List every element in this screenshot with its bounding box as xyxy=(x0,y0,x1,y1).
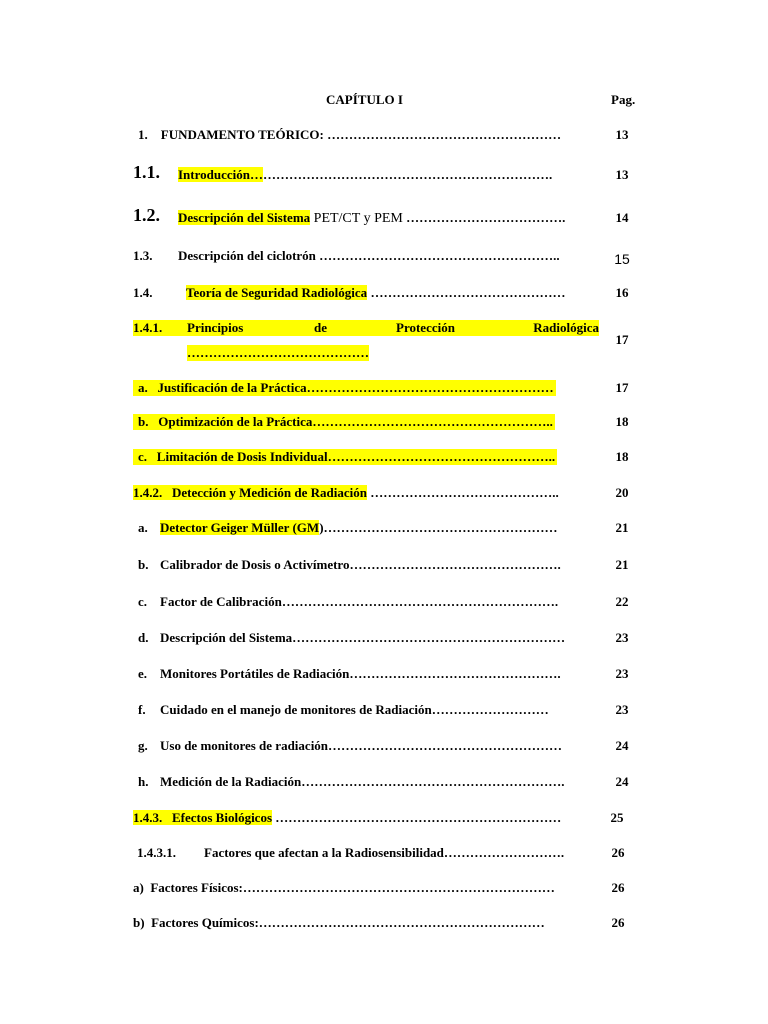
entry-number: 1.3. xyxy=(133,248,153,263)
entry-title: Introducción… xyxy=(178,167,263,182)
leader-dots: ……………………………………………………………… xyxy=(242,880,555,895)
leader-dots: ……………………………………………….. xyxy=(315,248,560,263)
toc-entry-c-limitacion[interactable] xyxy=(133,449,557,465)
entry-title: Uso de monitores de radiación xyxy=(160,738,329,753)
entry-title: Factores Físicos: xyxy=(150,880,243,895)
entry-title: Justificación de la Práctica xyxy=(157,380,307,395)
leader-dots: …………………………………………….. xyxy=(327,449,556,464)
page-number: 14 xyxy=(615,210,629,225)
entry-number: 1. xyxy=(138,127,148,142)
entry-number: a) xyxy=(133,880,144,895)
entry-title-word: de xyxy=(314,320,327,335)
entry-number: 1.4. xyxy=(133,285,153,300)
entry-title-word: Radiológica xyxy=(533,320,599,335)
entry-title: Factores que afectan a la Radiosensibilidad xyxy=(204,845,444,860)
page-number: 15 xyxy=(614,251,630,267)
entry-number: d. xyxy=(138,630,149,645)
leader-dots: ……………………………………………… xyxy=(323,520,558,535)
toc-entry-1[interactable] xyxy=(138,127,561,143)
toc-entry-g-uso[interactable] xyxy=(160,738,562,754)
leader-dots: ……………………………………………… xyxy=(328,738,563,753)
entry-number: 1.4.3. xyxy=(133,810,163,825)
entry-number: h. xyxy=(138,774,149,789)
entry-number: 1.2. xyxy=(133,205,160,225)
page-number: 17 xyxy=(615,380,629,395)
leader-dots: …………………………………………. xyxy=(349,557,561,572)
entry-number: c. xyxy=(138,594,148,609)
entry-title: Optimización de la Práctica xyxy=(158,414,313,429)
leader-dots: …………………………………………. xyxy=(349,666,561,681)
toc-entry-b-calibrador[interactable] xyxy=(160,557,561,573)
leader-dots: ………………………………………………… xyxy=(306,380,554,395)
toc-entry-1-4[interactable] xyxy=(186,285,565,301)
page-number: 23 xyxy=(615,630,629,645)
page-number: 18 xyxy=(615,449,629,464)
leader-dots: …………………………………………………………. xyxy=(263,167,553,182)
entry-number: 1.1. xyxy=(133,162,160,182)
entry-number: b. xyxy=(138,557,149,572)
toc-entry-a-justificacion[interactable] xyxy=(133,380,556,396)
entry-title: Descripción del Sistema xyxy=(160,630,293,645)
page-number: 26 xyxy=(611,880,625,895)
page-number: 24 xyxy=(615,774,629,789)
page-number: 26 xyxy=(611,845,625,860)
page-number: 22 xyxy=(615,594,629,609)
toc-entry-e-monitores[interactable] xyxy=(160,666,561,682)
leader-dots: ………………………………. xyxy=(402,210,566,225)
leader-dots: ……………………………………………….. xyxy=(312,414,553,429)
toc-entry-1-1[interactable] xyxy=(178,167,552,183)
page-number: 18 xyxy=(615,414,629,429)
toc-entry-b-optimizacion[interactable] xyxy=(133,414,555,430)
entry-number: b) xyxy=(133,915,145,930)
entry-number: a. xyxy=(138,380,148,395)
entry-title-rest: PET/CT y PEM xyxy=(310,211,403,226)
page-number: 23 xyxy=(615,666,629,681)
toc-entry-1-3[interactable] xyxy=(178,248,560,264)
toc-entry-1-4-3[interactable] xyxy=(133,810,561,826)
toc-entry-1-4-3-1[interactable] xyxy=(204,845,564,861)
toc-entry-1-4-2[interactable] xyxy=(133,485,559,501)
page-column-header: Pag. xyxy=(611,92,636,107)
toc-entry-b-quimicos[interactable] xyxy=(133,915,545,931)
entry-title: Descripción del ciclotrón xyxy=(178,248,316,263)
entry-title: Monitores Portátiles de Radiación xyxy=(160,666,350,681)
toc-entry-1-4-1[interactable] xyxy=(133,320,599,336)
entry-title: FUNDAMENTO TEÓRICO: xyxy=(160,127,324,142)
page-number: 21 xyxy=(615,520,629,535)
leader-dots: …………………………………… xyxy=(187,345,369,360)
leader-dots: ………………………………………………………. xyxy=(281,594,559,609)
toc-entry-1-2[interactable] xyxy=(178,210,565,227)
entry-title: Factores Químicos: xyxy=(151,915,259,930)
entry-title: Medición de la Radiación xyxy=(160,774,302,789)
entry-number: 1.4.2. xyxy=(133,485,163,500)
entry-number: b. xyxy=(138,414,149,429)
leader-dots: …………………………………….. xyxy=(366,485,559,500)
page-number: 21 xyxy=(615,557,629,572)
entry-title: Teoría de Seguridad Radiológica xyxy=(186,285,368,300)
page-number: 25 xyxy=(610,810,624,825)
entry-title xyxy=(133,810,272,825)
entry-title: Descripción del Sistema xyxy=(178,210,311,225)
entry-title: Detector Geiger Müller (GM xyxy=(160,520,320,535)
entry-title-text: Detección y Medición de Radiación xyxy=(172,485,367,500)
entry-number: g. xyxy=(138,738,148,753)
entry-title: Calibrador de Dosis o Activímetro xyxy=(160,557,350,572)
page-number: 26 xyxy=(611,915,625,930)
toc-entry-h-medicion[interactable] xyxy=(160,774,564,790)
toc-entry-d-descripcion[interactable] xyxy=(160,630,565,646)
chapter-title: CAPÍTULO I xyxy=(326,92,403,107)
page-number: 24 xyxy=(615,738,629,753)
entry-title-word: Principios xyxy=(187,320,244,335)
page-number: 20 xyxy=(615,485,629,500)
leader-dots: ……………………… xyxy=(431,702,549,717)
entry-title: Limitación de Dosis Individual xyxy=(156,449,328,464)
entry-number: e. xyxy=(138,666,148,681)
page-number: 13 xyxy=(615,127,629,142)
page-number: 13 xyxy=(615,167,629,182)
leader-dots: ………………………………………………………… xyxy=(258,915,545,930)
entry-number: a. xyxy=(138,520,148,535)
page-number: 23 xyxy=(615,702,629,717)
entry-number: 1.4.1. xyxy=(133,320,163,335)
page-number: 16 xyxy=(615,285,629,300)
leader-dots: ………………………. xyxy=(443,845,565,860)
entry-title-text: Efectos Biológicos xyxy=(172,810,273,825)
toc-entry-c-factor[interactable] xyxy=(160,594,558,610)
entry-title-word: Protección xyxy=(396,320,455,335)
page-number: 17 xyxy=(615,332,629,347)
entry-title: Cuidado en el manejo de monitores de Radiación xyxy=(160,702,432,717)
leader-dots: ……………………………………… xyxy=(367,285,566,300)
entry-title xyxy=(133,485,367,500)
leader-dots: ……………………………………………………… xyxy=(292,630,566,645)
entry-number: c. xyxy=(138,449,148,464)
leader-dots: ……………………………………………… xyxy=(323,127,562,142)
leader-dots: ……………………………………………………. xyxy=(301,774,565,789)
toc-entry-a-geiger[interactable] xyxy=(160,520,558,536)
toc-entry-a-fisicos[interactable] xyxy=(133,880,555,896)
entry-number: f. xyxy=(138,702,146,717)
entry-title-rest: ) xyxy=(319,520,324,535)
entry-number: 1.4.3.1. xyxy=(137,845,176,860)
toc-entry-f-cuidado[interactable] xyxy=(160,702,549,718)
entry-title: Factor de Calibración xyxy=(160,594,282,609)
leader-dots: ………………………………………………………… xyxy=(272,810,562,825)
